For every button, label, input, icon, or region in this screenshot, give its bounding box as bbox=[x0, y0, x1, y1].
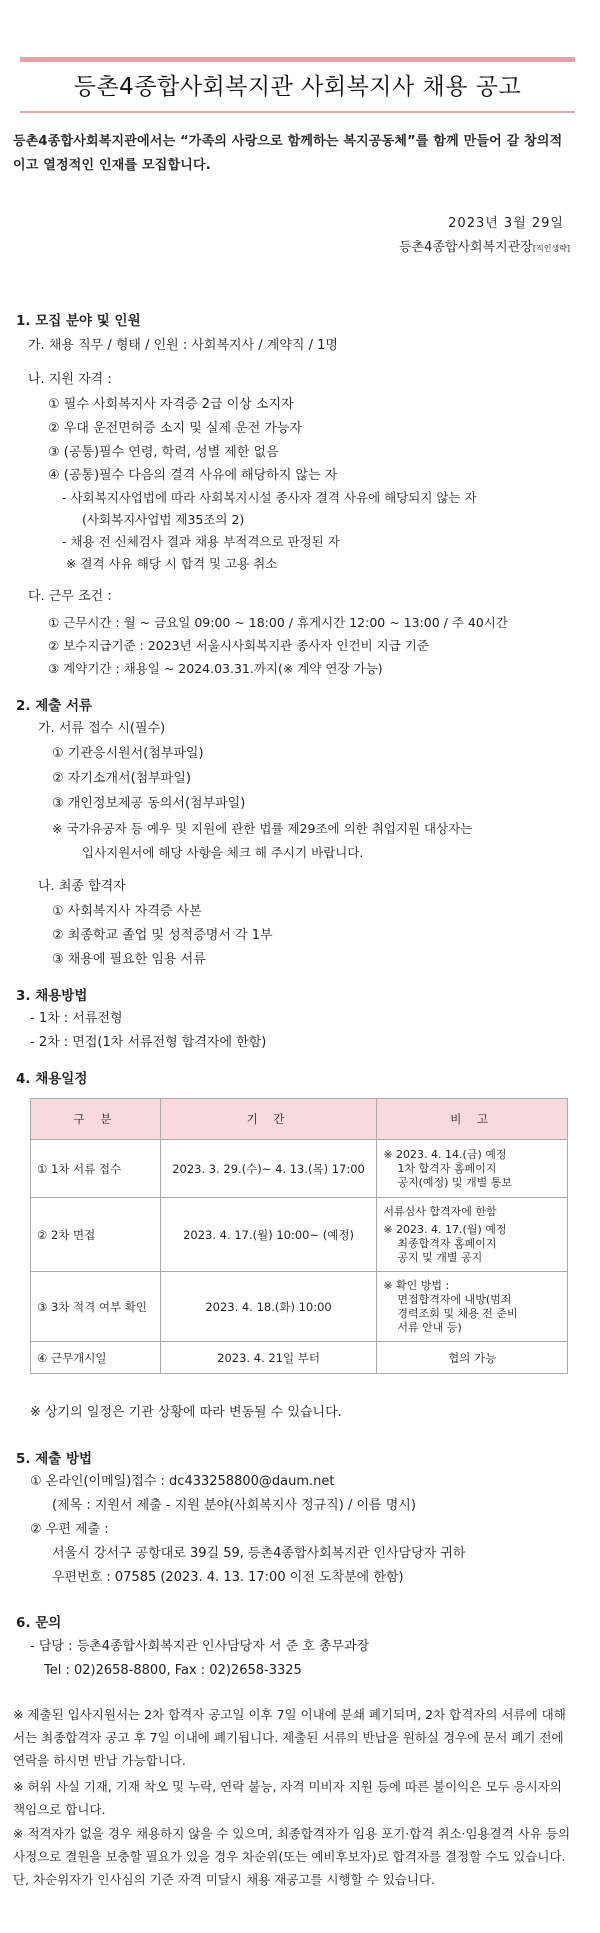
intro-paragraph: 등촌4종합사회복지관에서는 “가족의 사랑으로 함께하는 복지공동체”를 함께 만들어 갈 창의적이고 열정적인 인재를 모집합니다. bbox=[13, 134, 563, 173]
s2-a4b: 입사지원서에 해당 사항을 체크 해 주시기 바랍니다. bbox=[82, 845, 364, 860]
row-category: ④ 근무개시일 bbox=[31, 1342, 161, 1374]
table-row bbox=[31, 1198, 568, 1272]
s5-b3: 우편번호 : 07585 (2023. 4. 13. 17:00 이전 도착분에 한함) bbox=[52, 1570, 404, 1585]
org-name: 등촌4종합사회복지관장 bbox=[398, 240, 533, 255]
schedule-footnote: ※ 상기의 일정은 기관 상황에 따라 변동될 수 있습니다. bbox=[30, 1405, 342, 1420]
s3-b: - 2차 : 면접(1차 서류전형 합격자에 한함) bbox=[30, 1035, 267, 1050]
note-line: ※ 2023. 4. 17.(월) 예정 bbox=[383, 1222, 507, 1236]
header-category: 구 분 bbox=[31, 1099, 161, 1140]
note-line: ※ 확인 방법 : bbox=[383, 1278, 450, 1292]
note-line: 공지(예정) 및 개별 통보 bbox=[397, 1175, 513, 1189]
s2-a4: ※ 국가유공자 등 예우 및 지원에 관한 법률 제29조에 의한 취업지원 대상자는 bbox=[52, 821, 473, 836]
s1-c: 다. 근무 조건 : bbox=[28, 589, 112, 604]
s1-c3: ③ 계약기간 : 채용일 ~ 2024.03.31.까지(※ 계약 연장 가능) bbox=[48, 661, 383, 676]
s2-b2: ② 최종학교 졸업 및 성적증명서 각 1부 bbox=[52, 928, 273, 943]
s1-b4: ④ (공통)필수 다음의 결격 사유에 해당하지 않는 자 bbox=[48, 468, 338, 483]
table-row bbox=[31, 1342, 568, 1374]
note-line: 면접합격자에 내방(범죄 bbox=[397, 1292, 512, 1306]
row-category: ② 2차 면접 bbox=[31, 1198, 161, 1272]
s2-a3: ③ 개인정보제공 동의서(첨부파일) bbox=[52, 796, 246, 811]
note-line: 서류 안내 등) bbox=[397, 1320, 462, 1334]
row-category: ③ 3차 적격 여부 확인 bbox=[31, 1272, 161, 1342]
note-line: ※ 2023. 4. 14.(금) 예정 bbox=[383, 1147, 507, 1161]
header-period: 기 간 bbox=[160, 1099, 377, 1140]
s2-b3: ③ 채용에 필요한 임용 서류 bbox=[52, 952, 206, 967]
s6-phone: Tel : 02)2658-8800, Fax : 02)2658-3325 bbox=[44, 1663, 302, 1678]
row-period: 2023. 4. 21일 부터 bbox=[160, 1342, 377, 1374]
title-bottom-rule bbox=[20, 111, 575, 113]
section-3-heading: 3. 채용방법 bbox=[16, 988, 88, 1004]
table-row bbox=[31, 1272, 568, 1342]
row-period: 2023. 4. 17.(월) 10:00~ (예정) bbox=[160, 1198, 377, 1272]
s1-b2: ② 우대 운전면허증 소지 및 실제 운전 가능자 bbox=[48, 421, 303, 436]
note-line: 공지 및 개별 공지 bbox=[397, 1250, 483, 1264]
s5-b2: 서울시 강서구 공항대로 39길 59, 등촌4종합사회복지관 인사담당자 귀하 bbox=[52, 1546, 466, 1561]
section-4-heading: 4. 채용일정 bbox=[16, 1071, 88, 1087]
seal-note: [직인생략] bbox=[532, 244, 570, 253]
s1-c1: ① 근무시간 : 월 ~ 금요일 09:00 ~ 18:00 / 휴게시간 12:00 ~ 13:00 / 주 40시간 bbox=[48, 615, 508, 630]
s2-a2: ② 자기소개서(첨부파일) bbox=[52, 771, 191, 786]
s2-a: 가. 서류 접수 시(필수) bbox=[38, 721, 166, 736]
s1-b4a: - 사회복지사업법에 따라 사회복지시설 종사자 결격 사유에 해당되지 않는 자 bbox=[62, 490, 477, 505]
section-1-heading: 1. 모집 분야 및 인원 bbox=[16, 313, 141, 329]
section-5-heading: 5. 제출 방법 bbox=[16, 1451, 93, 1467]
announcement-date: 2023년 3월 29일 bbox=[448, 216, 564, 231]
note-line: 최종합격자 홈페이지 bbox=[397, 1236, 497, 1250]
row-category: ① 1차 서류 접수 bbox=[31, 1140, 161, 1198]
title-top-rule bbox=[20, 57, 575, 62]
s6-contact: - 담당 : 등촌4종합사회복지관 인사담당자 서 준 호 총무과장 bbox=[30, 1639, 370, 1654]
note-disposal: ※ 제출된 입사지원서는 2차 합격자 공고일 이후 7일 이내에 분쇄 폐기되며, 2차 합격자의 서류에 대해서는 최종합격자 공고 후 7일 이내에 폐기됩니다. 제출된 서류의 반납을 원하실 경우에 문서 폐기 전에 연락을 하시면 반납 가능합니다. bbox=[13, 1707, 566, 1768]
s1-b4b: - 채용 전 신체검사 결과 채용 부적격으로 판정된 자 bbox=[62, 534, 340, 549]
schedule-table bbox=[30, 1098, 568, 1374]
s5-a2: (제목 : 지원서 제출 - 지원 분야(사회복지사 정규직) / 이름 명시) bbox=[52, 1498, 416, 1513]
s1-c2: ② 보수지급기준 : 2023년 서울시사회복지관 종사자 인건비 지급 기준 bbox=[48, 638, 429, 653]
table-row bbox=[31, 1140, 568, 1198]
row-note bbox=[377, 1140, 568, 1198]
section-2-heading: 2. 제출 서류 bbox=[16, 698, 93, 714]
s1-b3: ③ (공통)필수 연령, 학력, 성별 제한 없음 bbox=[48, 445, 279, 460]
note-line: 서류심사 합격자에 한함 bbox=[383, 1204, 497, 1218]
s1-b: 나. 지원 자격 : bbox=[28, 372, 112, 387]
note-line: 1차 합격자 홈페이지 bbox=[397, 1161, 497, 1175]
page-title: 등촌4종합사회복지관 사회복지사 채용 공고 bbox=[73, 74, 522, 100]
s1-a: 가. 채용 직무 / 형태 / 인원 : 사회복지사 / 계약직 / 1명 bbox=[28, 338, 338, 353]
s2-a1: ① 기관응시원서(첨부파일) bbox=[52, 746, 204, 761]
note-vacancy: ※ 적격자가 없을 경우 채용하지 않을 수 있으며, 최종합격자가 임용 포기·합격 취소·임용결격 사유 등의 사정으로 결원을 보충할 필요가 있을 경우 차순위(또는 예비후보자)로 합격자를 결정할 수도 있습니다. 단, 차순위자가 인사심의 기준 자격 미달시 채용 재공고를 시행할 수 있습니다. bbox=[13, 1826, 571, 1887]
row-note: 협의 가능 bbox=[377, 1342, 568, 1374]
section-6-heading: 6. 문의 bbox=[16, 1615, 62, 1631]
row-note bbox=[377, 1272, 568, 1342]
s2-b: 나. 최종 합격자 bbox=[38, 879, 126, 894]
header-note: 비 고 bbox=[377, 1099, 568, 1140]
s1-b1: ① 필수 사회복지사 자격증 2급 이상 소지자 bbox=[48, 397, 294, 412]
row-period: 2023. 3. 29.(수)~ 4. 13.(목) 17:00 bbox=[160, 1140, 377, 1198]
row-period: 2023. 4. 18.(화) 10:00 bbox=[160, 1272, 377, 1342]
s1-b4c: ※ 결격 사유 해당 시 합격 및 고용 취소 bbox=[66, 556, 278, 571]
note-false-info: ※ 허위 사실 기재, 기재 착오 및 누락, 연락 불능, 자격 미비자 지원 등에 따른 불이익은 모두 응시자의 책임으로 합니다. bbox=[13, 1779, 562, 1817]
s5-a: ① 온라인(이메일)접수 : dc433258800@daum.net bbox=[30, 1474, 335, 1489]
table-header-row bbox=[31, 1099, 568, 1140]
row-note bbox=[377, 1198, 568, 1272]
organization-signature bbox=[399, 236, 570, 255]
s3-a: - 1차 : 서류전형 bbox=[30, 1011, 123, 1026]
note-line: 경력조회 및 채용 전 준비 bbox=[397, 1306, 518, 1320]
s1-b4a2: (사회복지사업법 제35조의 2) bbox=[82, 512, 245, 527]
s5-b: ② 우편 제출 : bbox=[30, 1522, 109, 1537]
s2-b1: ① 사회복지사 자격증 사본 bbox=[52, 904, 202, 919]
